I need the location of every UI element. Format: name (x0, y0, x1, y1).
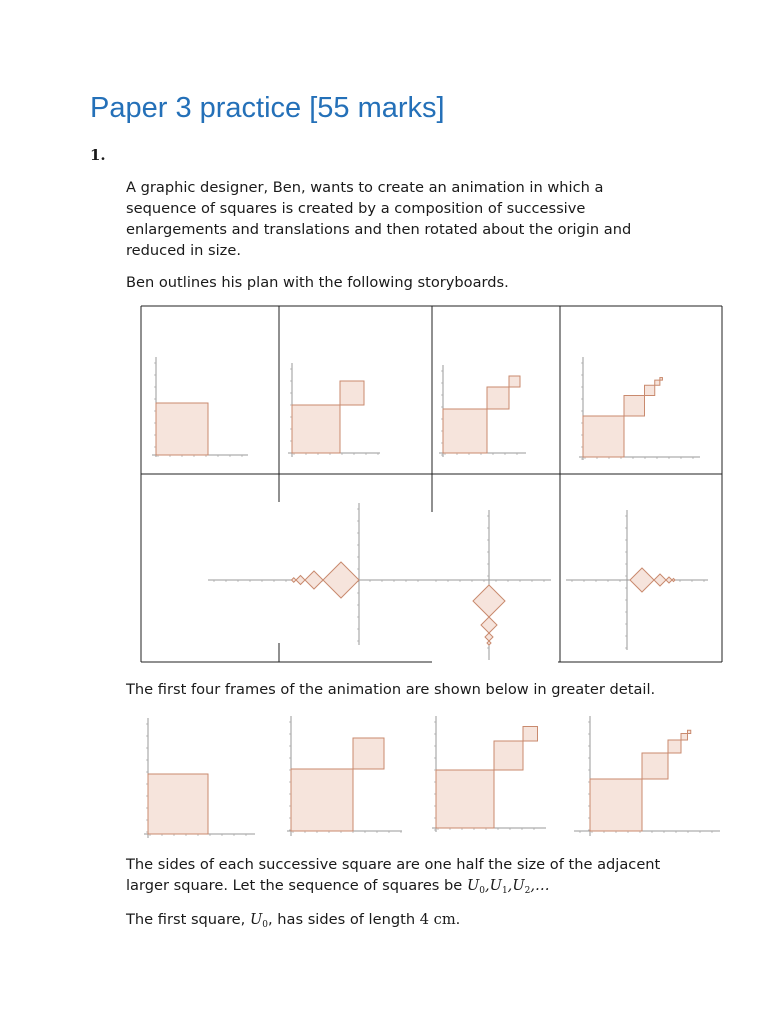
rotated-square-3 (672, 579, 675, 582)
square-u2 (645, 385, 655, 395)
intro-paragraph: A graphic designer, Ben, wants to create an animation in which a sequence of squares is created by a composition of successive enlargements and translations and then rotated about the origin and reduced in size. (126, 179, 632, 259)
square-u2 (509, 376, 520, 387)
square-u0 (292, 405, 340, 453)
rotated-square-2 (296, 576, 305, 585)
u0-notation: $U_0$ (249, 911, 268, 930)
square-u4 (688, 730, 691, 733)
question-number: 1. (90, 146, 106, 164)
square-u0 (590, 779, 642, 831)
rotated-square-2 (485, 633, 493, 641)
square-u1 (642, 753, 668, 779)
page-title: Paper 3 practice [55 marks] (90, 92, 445, 124)
rotated-square-2 (666, 577, 672, 583)
square-u1 (340, 381, 364, 405)
rotated-square-3 (292, 578, 297, 583)
storyboard-sentence: Ben outlines his plan with the following storyboards. (126, 274, 509, 291)
square-u0 (436, 770, 494, 828)
square-u1 (494, 741, 523, 770)
rotated-square-1 (481, 617, 497, 633)
sequence-notation: $U_0,U_1,U_2,\dots$ (466, 877, 550, 896)
rotated-square-0 (323, 562, 359, 598)
square-u3 (681, 734, 688, 741)
detailed-frames-figure (130, 712, 730, 842)
square-u2 (668, 740, 681, 753)
first-square-paragraph: The first square, $U_0$, has sides of length 4 cm. (126, 911, 461, 930)
square-u2 (523, 727, 538, 742)
square-u0 (148, 774, 208, 834)
square-u1 (624, 396, 645, 417)
side-length: 4 cm (419, 911, 456, 928)
square-u0 (291, 769, 353, 831)
sides-paragraph (126, 854, 666, 896)
square-u4 (660, 378, 663, 381)
storyboard-figure (140, 305, 724, 665)
frames-sentence: The first four frames of the animation are shown below in greater detail. (126, 681, 656, 698)
rotated-square-1 (305, 571, 323, 589)
rotated-square-1 (654, 574, 666, 586)
square-u0 (583, 416, 624, 457)
sides-text: The sides of each successive square are one half the size of the adjacent larger square. Let the sequence of squares be (126, 856, 661, 894)
square-u1 (353, 738, 384, 769)
rotated-square-0 (473, 585, 505, 617)
square-u1 (487, 387, 509, 409)
rotated-square-0 (630, 568, 654, 592)
rotated-square-3 (487, 641, 491, 645)
square-u3 (655, 380, 660, 385)
square-u0 (443, 409, 487, 453)
square-u0 (156, 403, 208, 455)
